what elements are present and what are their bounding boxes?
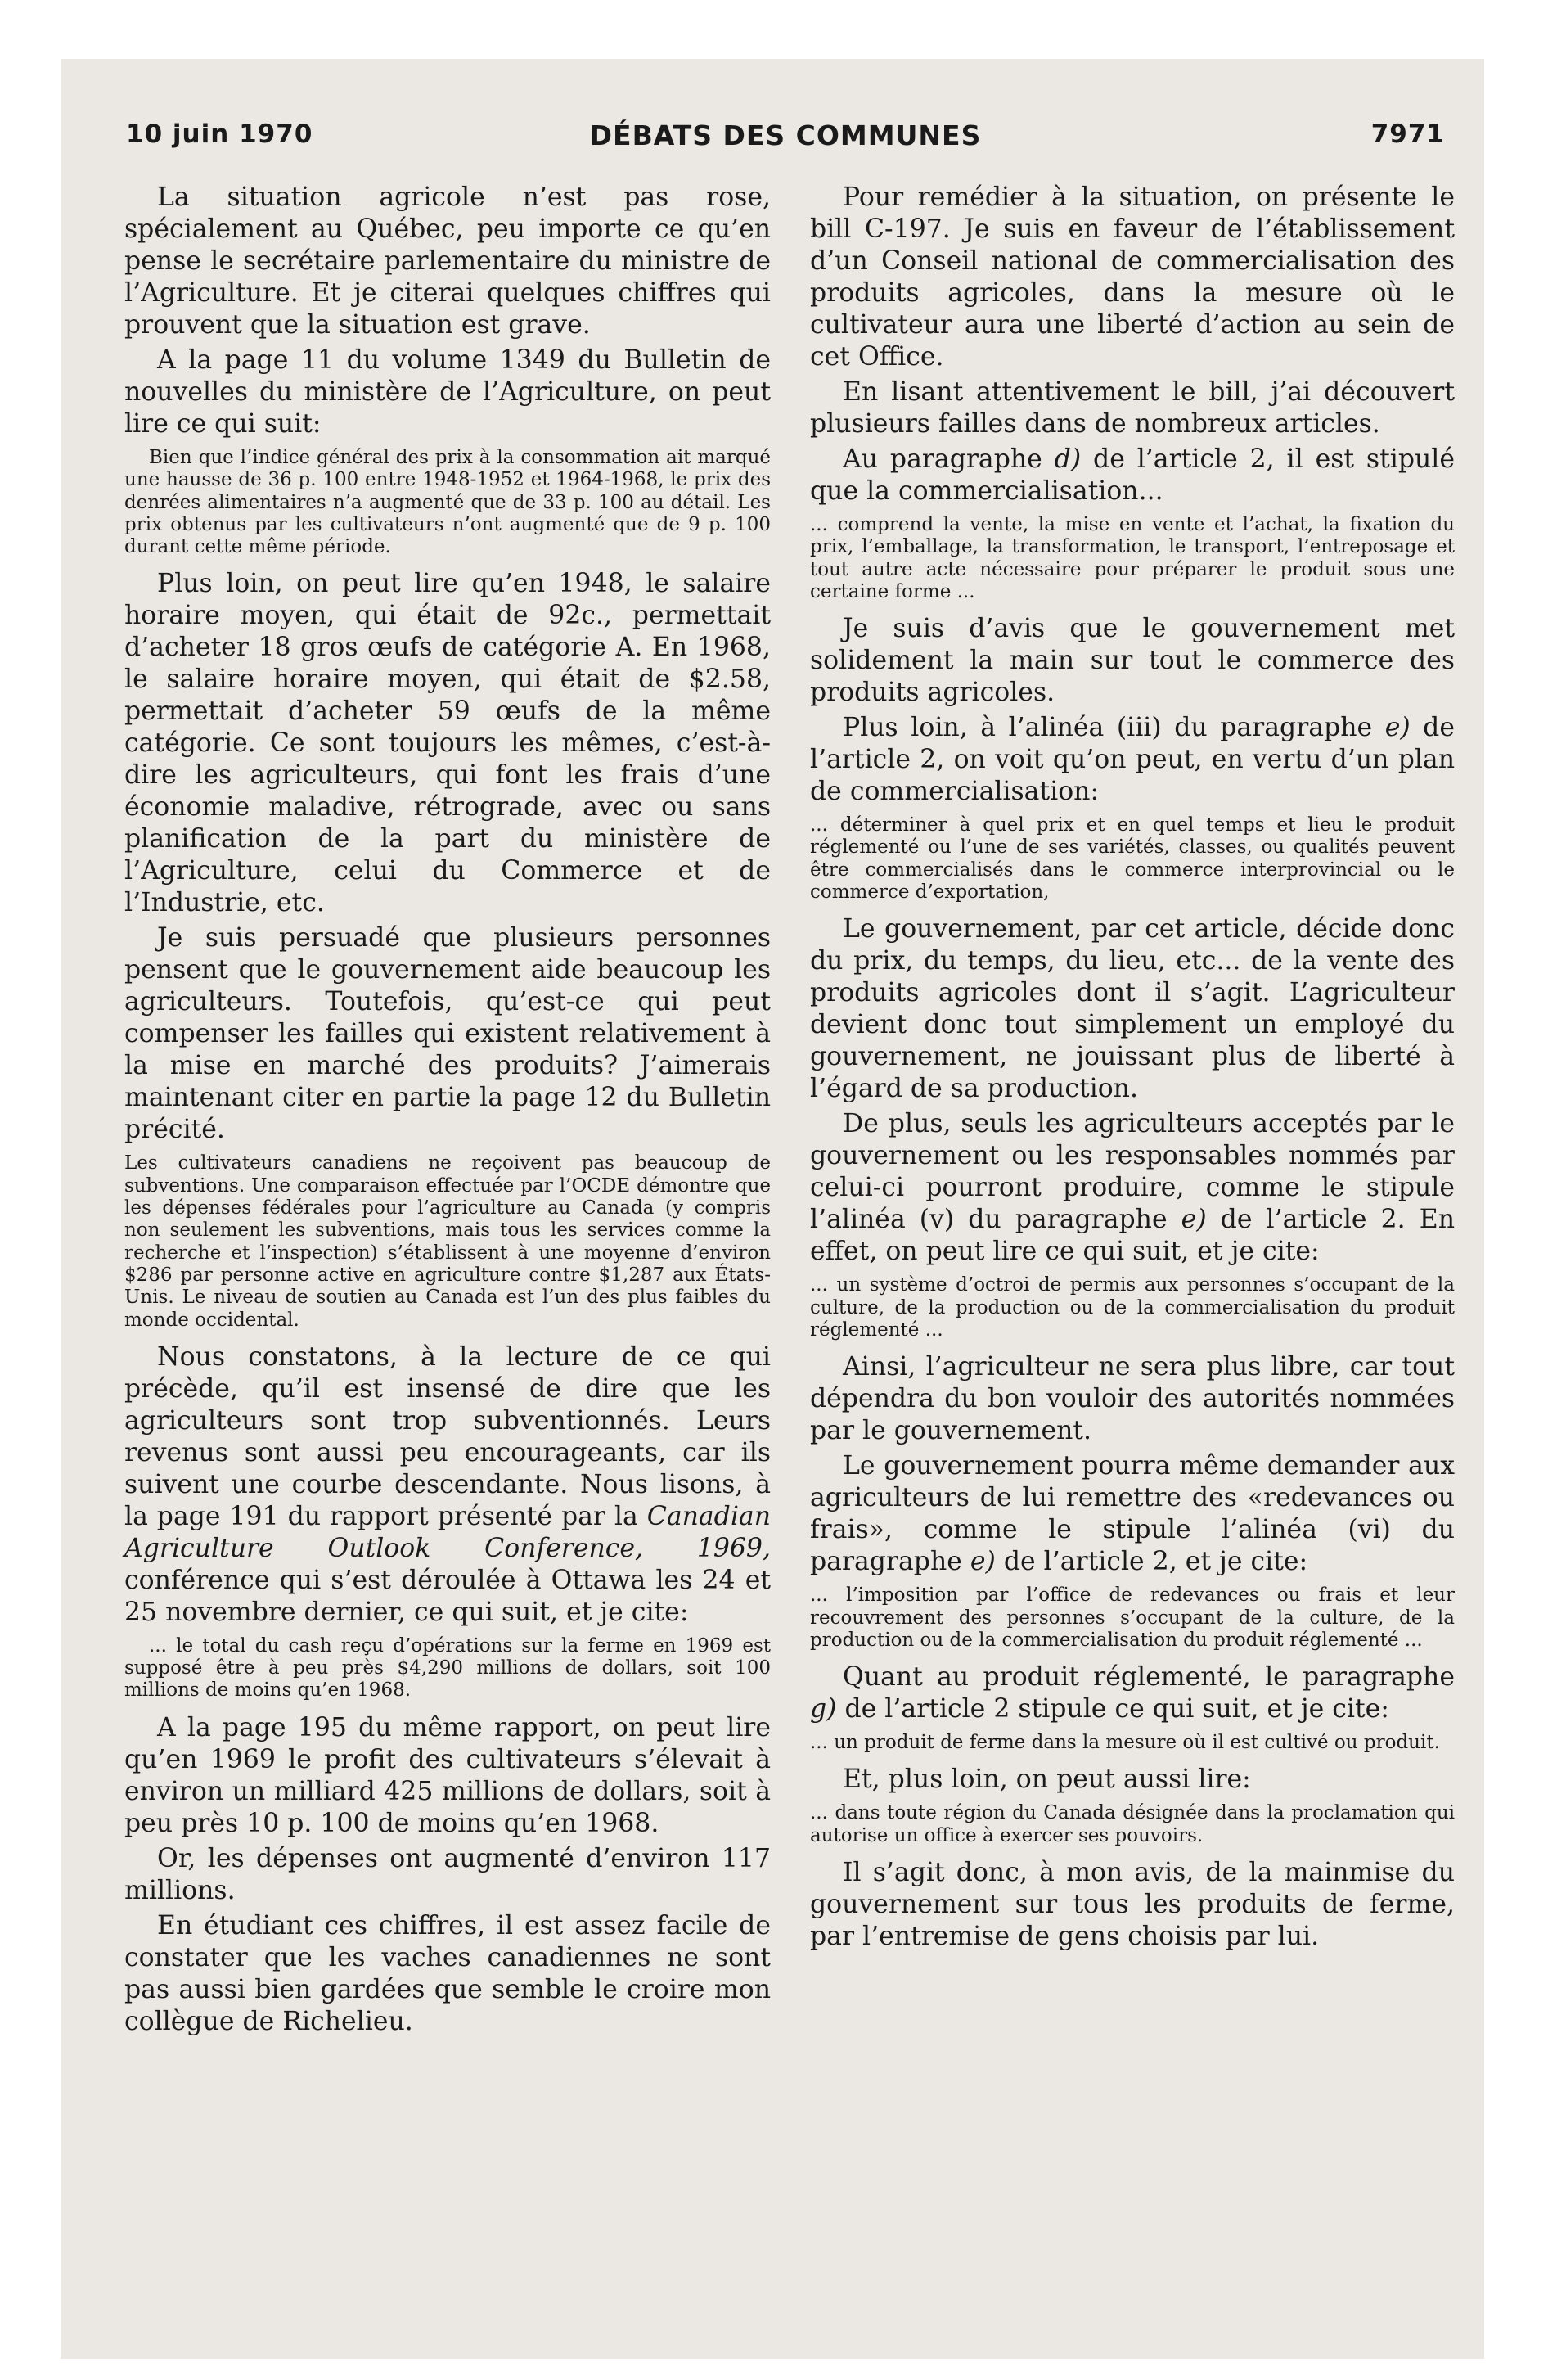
- page-header: [126, 119, 1445, 160]
- paragraph: A la page 11 du volume 1349 du Bulletin de nouvelles du ministère de l’Agriculture, on peut lire ce qui suit:: [124, 345, 771, 439]
- italic-ref: e): [1181, 1205, 1207, 1235]
- paragraph: [810, 444, 1455, 507]
- text-run: Au paragraphe: [843, 444, 1055, 474]
- paragraph: La situation agricole n’est pas rose, spécialement au Québec, peu importe ce qu’en pense le secrétaire parlementaire du ministre de l’Agriculture. Et je citerai quelques chiffres qui prouvent que la situation est grave.: [124, 183, 771, 340]
- text-run: conférence qui s’est déroulée à Ottawa les 24 et 25 novembre dernier, ce qui suit, et je cite:: [124, 1565, 771, 1627]
- text-run: de l’article 2, et je cite:: [995, 1547, 1308, 1577]
- paragraph: Le gouvernement, par cet article, décide donc du prix, du temps, du lieu, etc... de la vente des produits agricoles dont il s’agit. L’agriculteur devient donc tout simplement un employé du gouvernement, ne jouissant plus de liberté à l’égard de sa production.: [810, 914, 1455, 1104]
- text-run: Le gouvernement pourra même demander aux agriculteurs de lui remettre des «redevances ou frais», comme le stipule l’alinéa (vi) du paragraphe: [810, 1451, 1455, 1577]
- paragraph: Je suis persuadé que plusieurs personnes pensent que le gouvernement aide beaucoup les agriculteurs. Toutefois, qu’est-ce qui peut compenser les failles qui existent relativement à la mise en marché des produits? J’aimerais maintenant citer en partie la page 12 du Bulletin précité.: [124, 923, 771, 1145]
- paragraph: Plus loin, on peut lire qu’en 1948, le salaire horaire moyen, qui était de 92c., permettait d’acheter 18 gros œufs de catégorie A. En 1968, le salaire horaire moyen, qui était de $2.58, permettait d’acheter 59 œufs de la même catégorie. Ce sont toujours les mêmes, c’est-à-dire les agriculteurs, qui font les frais d’une économie maladive, rétrograde, avec ou sans planification de la part du ministère de l’Agriculture, celui du Commerce et de l’Industrie, etc.: [124, 569, 771, 918]
- text-run: de l’article 2, il est stipulé que la commercialisation...: [810, 444, 1455, 506]
- header-title: DÉBATS DES COMMUNES: [589, 119, 982, 151]
- block-quote: Les cultivateurs canadiens ne reçoivent pas beaucoup de subventions. Une comparaison effectuée par l’OCDE démontre que les dépenses fédérales pour l’agriculture au Canada (y compris non seulement les subventions, mais tous les services comme la recherche et l’inspection) s’établissent à une moyenne d’environ $286 par personne active en agriculture contre $1,287 aux États-Unis. Le niveau de soutien au Canada est l’un des plus faibles du monde occidental.: [124, 1152, 771, 1331]
- block-quote: Bien que l’indice général des prix à la consommation ait marqué une hausse de 36 p. 100 entre 1948-1952 et 1964-1968, le prix des denrées alimentaires n’a augmenté que de 33 p. 100 au détail. Les prix obtenus par les cultivateurs n’ont augmenté que de 9 p. 100 durant cette même période.: [124, 447, 771, 558]
- text-run: Nous constatons, à la lecture de ce qui précède, qu’il est insensé de dire que les agriculteurs sont trop subventionnés. Leurs revenus sont aussi peu encourageants, car ils suivent une courbe descendante. Nous lisons, à la page 191 du rapport présenté par la: [124, 1341, 771, 1531]
- text-run: de l’article 2. En effet, on peut lire ce qui suit, et je cite:: [810, 1205, 1455, 1267]
- paragraph: [810, 1661, 1455, 1725]
- paragraph: Ainsi, l’agriculteur ne sera plus libre, car tout dépendra du bon vouloir des autorités nommées par le gouvernement.: [810, 1352, 1455, 1446]
- text-run: De plus, seuls les agriculteurs acceptés par le gouvernement ou les responsables nommés par celui-ci pourront produire, comme le stipule l’alinéa (v) du paragraphe: [810, 1109, 1455, 1235]
- right-column: [810, 182, 1455, 1956]
- text-run: de l’article 2 stipule ce qui suit, et je cite:: [836, 1694, 1389, 1724]
- block-quote: ... déterminer à quel prix et en quel temps et lieu le produit réglementé ou l’une de ses variétés, classes, ou qualités peuvent être commercialisés dans le commerce interprovincial ou le commerce d’exportation,: [810, 814, 1455, 904]
- block-quote: ... comprend la vente, la mise en vente et l’achat, la fixation du prix, l’emballage, la transformation, le transport, l’entreposage et tout autre acte nécessaire pour préparer le produit sous une certaine forme ...: [810, 514, 1455, 602]
- paragraph: Et, plus loin, on peut aussi lire:: [843, 1765, 1251, 1795]
- text-run: Plus loin, à l’alinéa (iii) du paragraphe: [843, 713, 1385, 743]
- paragraph: Pour remédier à la situation, on présente le bill C-197. Je suis en faveur de l’établissement d’un Conseil national de commercialisation des produits agricoles, dans la mesure où le cultivateur aura une liberté d’action au sein de cet Office.: [810, 183, 1455, 372]
- block-quote: ... le total du cash reçu d’opérations sur la ferme en 1969 est supposé être à peu près $4,290 millions de dollars, soit 100 millions de moins qu’en 1968.: [124, 1634, 771, 1702]
- paragraph: En étudiant ces chiffres, il est assez facile de constater que les vaches canadiennes ne sont pas aussi bien gardées que semble le croire mon collègue de Richelieu.: [124, 1910, 771, 2036]
- paragraph: [810, 712, 1455, 808]
- text-run: de l’article 2, on voit qu’on peut, en vertu d’un plan de commercialisation:: [810, 713, 1455, 807]
- italic-ref: g): [810, 1694, 837, 1724]
- italic-ref: e): [970, 1547, 996, 1577]
- block-quote: ... l’imposition par l’office de redevances ou frais et leur recouvrement des personnes s’occupant de la culture, de la production ou de la commercialisation du produit réglementé ...: [810, 1584, 1455, 1651]
- paragraph: Il s’agit donc, à mon avis, de la mainmise du gouvernement sur tous les produits de ferme, par l’entremise de gens choisis par lui.: [810, 1858, 1455, 1952]
- paragraph: En lisant attentivement le bill, j’ai découvert plusieurs failles dans de nombreux articles.: [810, 377, 1455, 439]
- block-quote: ... un système d’octroi de permis aux personnes s’occupant de la culture, de la production ou de la commercialisation du produit réglementé ...: [810, 1274, 1455, 1341]
- italic-ref: e): [1384, 713, 1411, 743]
- block-quote: ... dans toute région du Canada désignée dans la proclamation qui autorise un office à exercer ses pouvoirs.: [810, 1802, 1455, 1846]
- italic-ref: d): [1054, 444, 1082, 474]
- left-column: [124, 182, 771, 2041]
- paragraph: [810, 1450, 1455, 1578]
- paragraph: Or, les dépenses ont augmenté d’environ 117 millions.: [124, 1843, 771, 1905]
- italic-title: Canadian Agriculture Outlook Conference, 1969,: [124, 1501, 771, 1563]
- paragraph: Je suis d’avis que le gouvernement met solidement la main sur tout le commerce des produits agricoles.: [810, 614, 1455, 708]
- paragraph: [124, 1341, 771, 1629]
- block-quote: ... un produit de ferme dans la mesure où il est cultivé ou produit.: [810, 1732, 1440, 1754]
- text-run: Quant au produit réglementé, le paragraphe: [843, 1662, 1455, 1693]
- paragraph: [810, 1108, 1455, 1268]
- paragraph: A la page 195 du même rapport, on peut lire qu’en 1969 le profit des cultivateurs s’élevait à environ un milliard 425 millions de dollars, soit à peu près 10 p. 100 de moins qu’en 1968.: [124, 1712, 771, 1838]
- page-number: 7971: [1370, 119, 1445, 149]
- header-date: 10 juin 1970: [126, 119, 313, 149]
